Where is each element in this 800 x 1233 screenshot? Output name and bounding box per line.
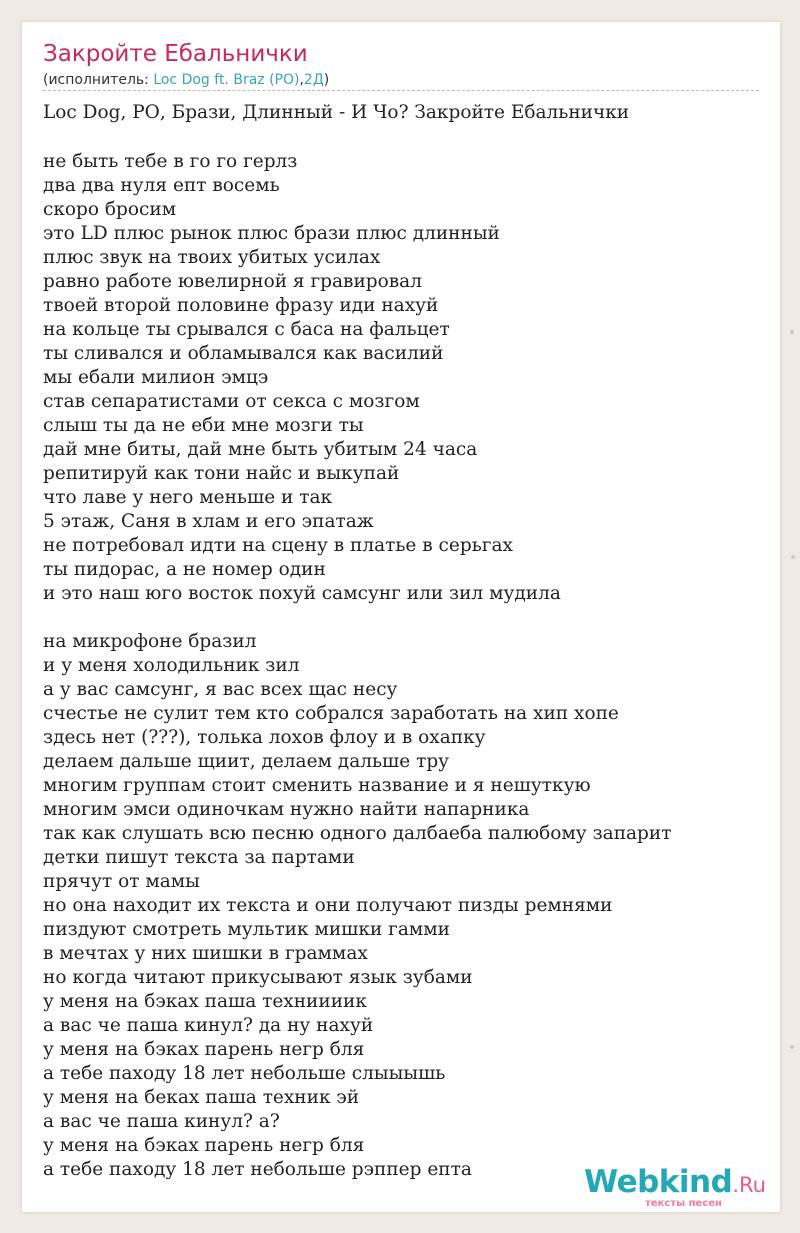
- lyric-line: у меня на беках паша техник эй: [43, 1087, 360, 1108]
- logo-wordmark: [584, 1164, 766, 1200]
- lyric-line: став сепаратистами от секса с мозгом: [43, 391, 420, 412]
- lyric-line: здесь нет (???), толька лохов флоу и в охапку: [43, 727, 486, 748]
- lyric-line: пиздуют смотреть мультик мишки гамми: [43, 919, 450, 940]
- song-heading: Loc Dog, РО, Брази, Длинный - И Чо? Закройте Ебальнички: [43, 102, 630, 123]
- lyric-line: дай мне биты, дай мне быть убитым 24 часа: [43, 439, 478, 460]
- lyric-line: скоро бросим: [43, 199, 177, 220]
- lyric-line: делаем дальше щиит, делаем дальше тру: [43, 751, 450, 772]
- lyric-line: слыш ты да не еби мне мозги ты: [43, 415, 364, 436]
- lyric-line: детки пишут текста за партами: [43, 847, 355, 868]
- lyric-line: плюс звук на твоих убитых усилах: [43, 247, 381, 268]
- logo-subtitle: тексты песен: [645, 1198, 722, 1209]
- artist-line: [43, 72, 329, 88]
- lyric-line: у меня на бэках парень негр бля: [43, 1039, 365, 1060]
- lyric-line: а тебе паходу 18 лет небольше слыыышь: [43, 1063, 446, 1084]
- lyric-line: равно работе ювелирной я гравировал: [43, 271, 422, 292]
- lyric-line: у меня на бэках парень негр бля: [43, 1135, 365, 1156]
- lyric-line: у меня на бэках паша техниииик: [43, 991, 367, 1012]
- lyric-line: многим группам стоит сменить название и я нешуткую: [43, 775, 591, 796]
- lyric-line: а тебе паходу 18 лет небольше рэппер епта: [43, 1159, 472, 1180]
- artist-link-loc-dog[interactable]: Loc Dog ft. Braz (РО): [153, 72, 300, 88]
- lyric-line: репитируй как тони найс и выкупай: [43, 463, 400, 484]
- artist-separator: ,: [299, 72, 304, 88]
- lyric-line: прячут от мамы: [43, 871, 200, 892]
- lyric-line: 5 этаж, Саня в хлам и его эпатаж: [43, 511, 374, 532]
- divider: [43, 90, 759, 91]
- lyric-line: так как слушать всю песню одного далбаеба палюбому запарит: [43, 823, 672, 844]
- logo-tld-text: .Ru: [732, 1173, 766, 1197]
- lyrics-block: [43, 150, 671, 1182]
- artist-link-2d[interactable]: 2Д: [303, 72, 324, 88]
- song-card: [21, 21, 781, 1213]
- lyric-line: твоей второй половине фразу иди нахуй: [43, 295, 439, 316]
- decorative-dot: [790, 1045, 794, 1049]
- lyric-line: мы ебали милион эмцэ: [43, 367, 269, 388]
- lyric-line: ты пидорас, а не номер один: [43, 559, 326, 580]
- artist-prefix: (исполнитель:: [43, 72, 154, 88]
- lyric-line: два два нуля епт восемь: [43, 175, 280, 196]
- decorative-dot: [790, 330, 794, 334]
- lyric-line: что лаве у него меньше и так: [43, 487, 333, 508]
- stanza-break: [43, 606, 671, 630]
- webkind-logo[interactable]: [584, 1164, 784, 1214]
- lyric-line: на кольце ты срывался с баса на фальцет: [43, 319, 450, 340]
- lyric-line: а вас че паша кинул? да ну нахуй: [43, 1015, 374, 1036]
- lyric-line: а у вас самсунг, я вас всех щас несу: [43, 679, 398, 700]
- lyric-line: счестье не сулит тем кто собрался заработать на хип хопе: [43, 703, 619, 724]
- song-title: Закройте Ебальнички: [43, 41, 308, 67]
- lyric-line: но когда читают прикусывают язык зубами: [43, 967, 473, 988]
- lyric-line: это LD плюс рынок плюс брази плюс длинный: [43, 223, 500, 244]
- lyric-line: в мечтах у них шишки в граммах: [43, 943, 368, 964]
- lyric-line: а вас че паша кинул? а?: [43, 1111, 280, 1132]
- lyric-line: но она находит их текста и они получают пизды ремнями: [43, 895, 613, 916]
- lyric-line: многим эмси одиночкам нужно найти напарника: [43, 799, 530, 820]
- logo-main-text: Webkind: [584, 1164, 733, 1200]
- artist-suffix: ): [323, 72, 330, 88]
- decorative-dot: [791, 555, 795, 559]
- lyric-line: ты сливался и обламывался как василий: [43, 343, 444, 364]
- lyric-line: и это наш юго восток похуй самсунг или зил мудила: [43, 583, 561, 604]
- lyric-line: не потребовал идти на сцену в платье в серьгах: [43, 535, 513, 556]
- lyric-line: на микрофоне бразил: [43, 631, 257, 652]
- lyric-line: не быть тебе в го го герлз: [43, 151, 298, 172]
- lyric-line: и у меня холодильник зил: [43, 655, 300, 676]
